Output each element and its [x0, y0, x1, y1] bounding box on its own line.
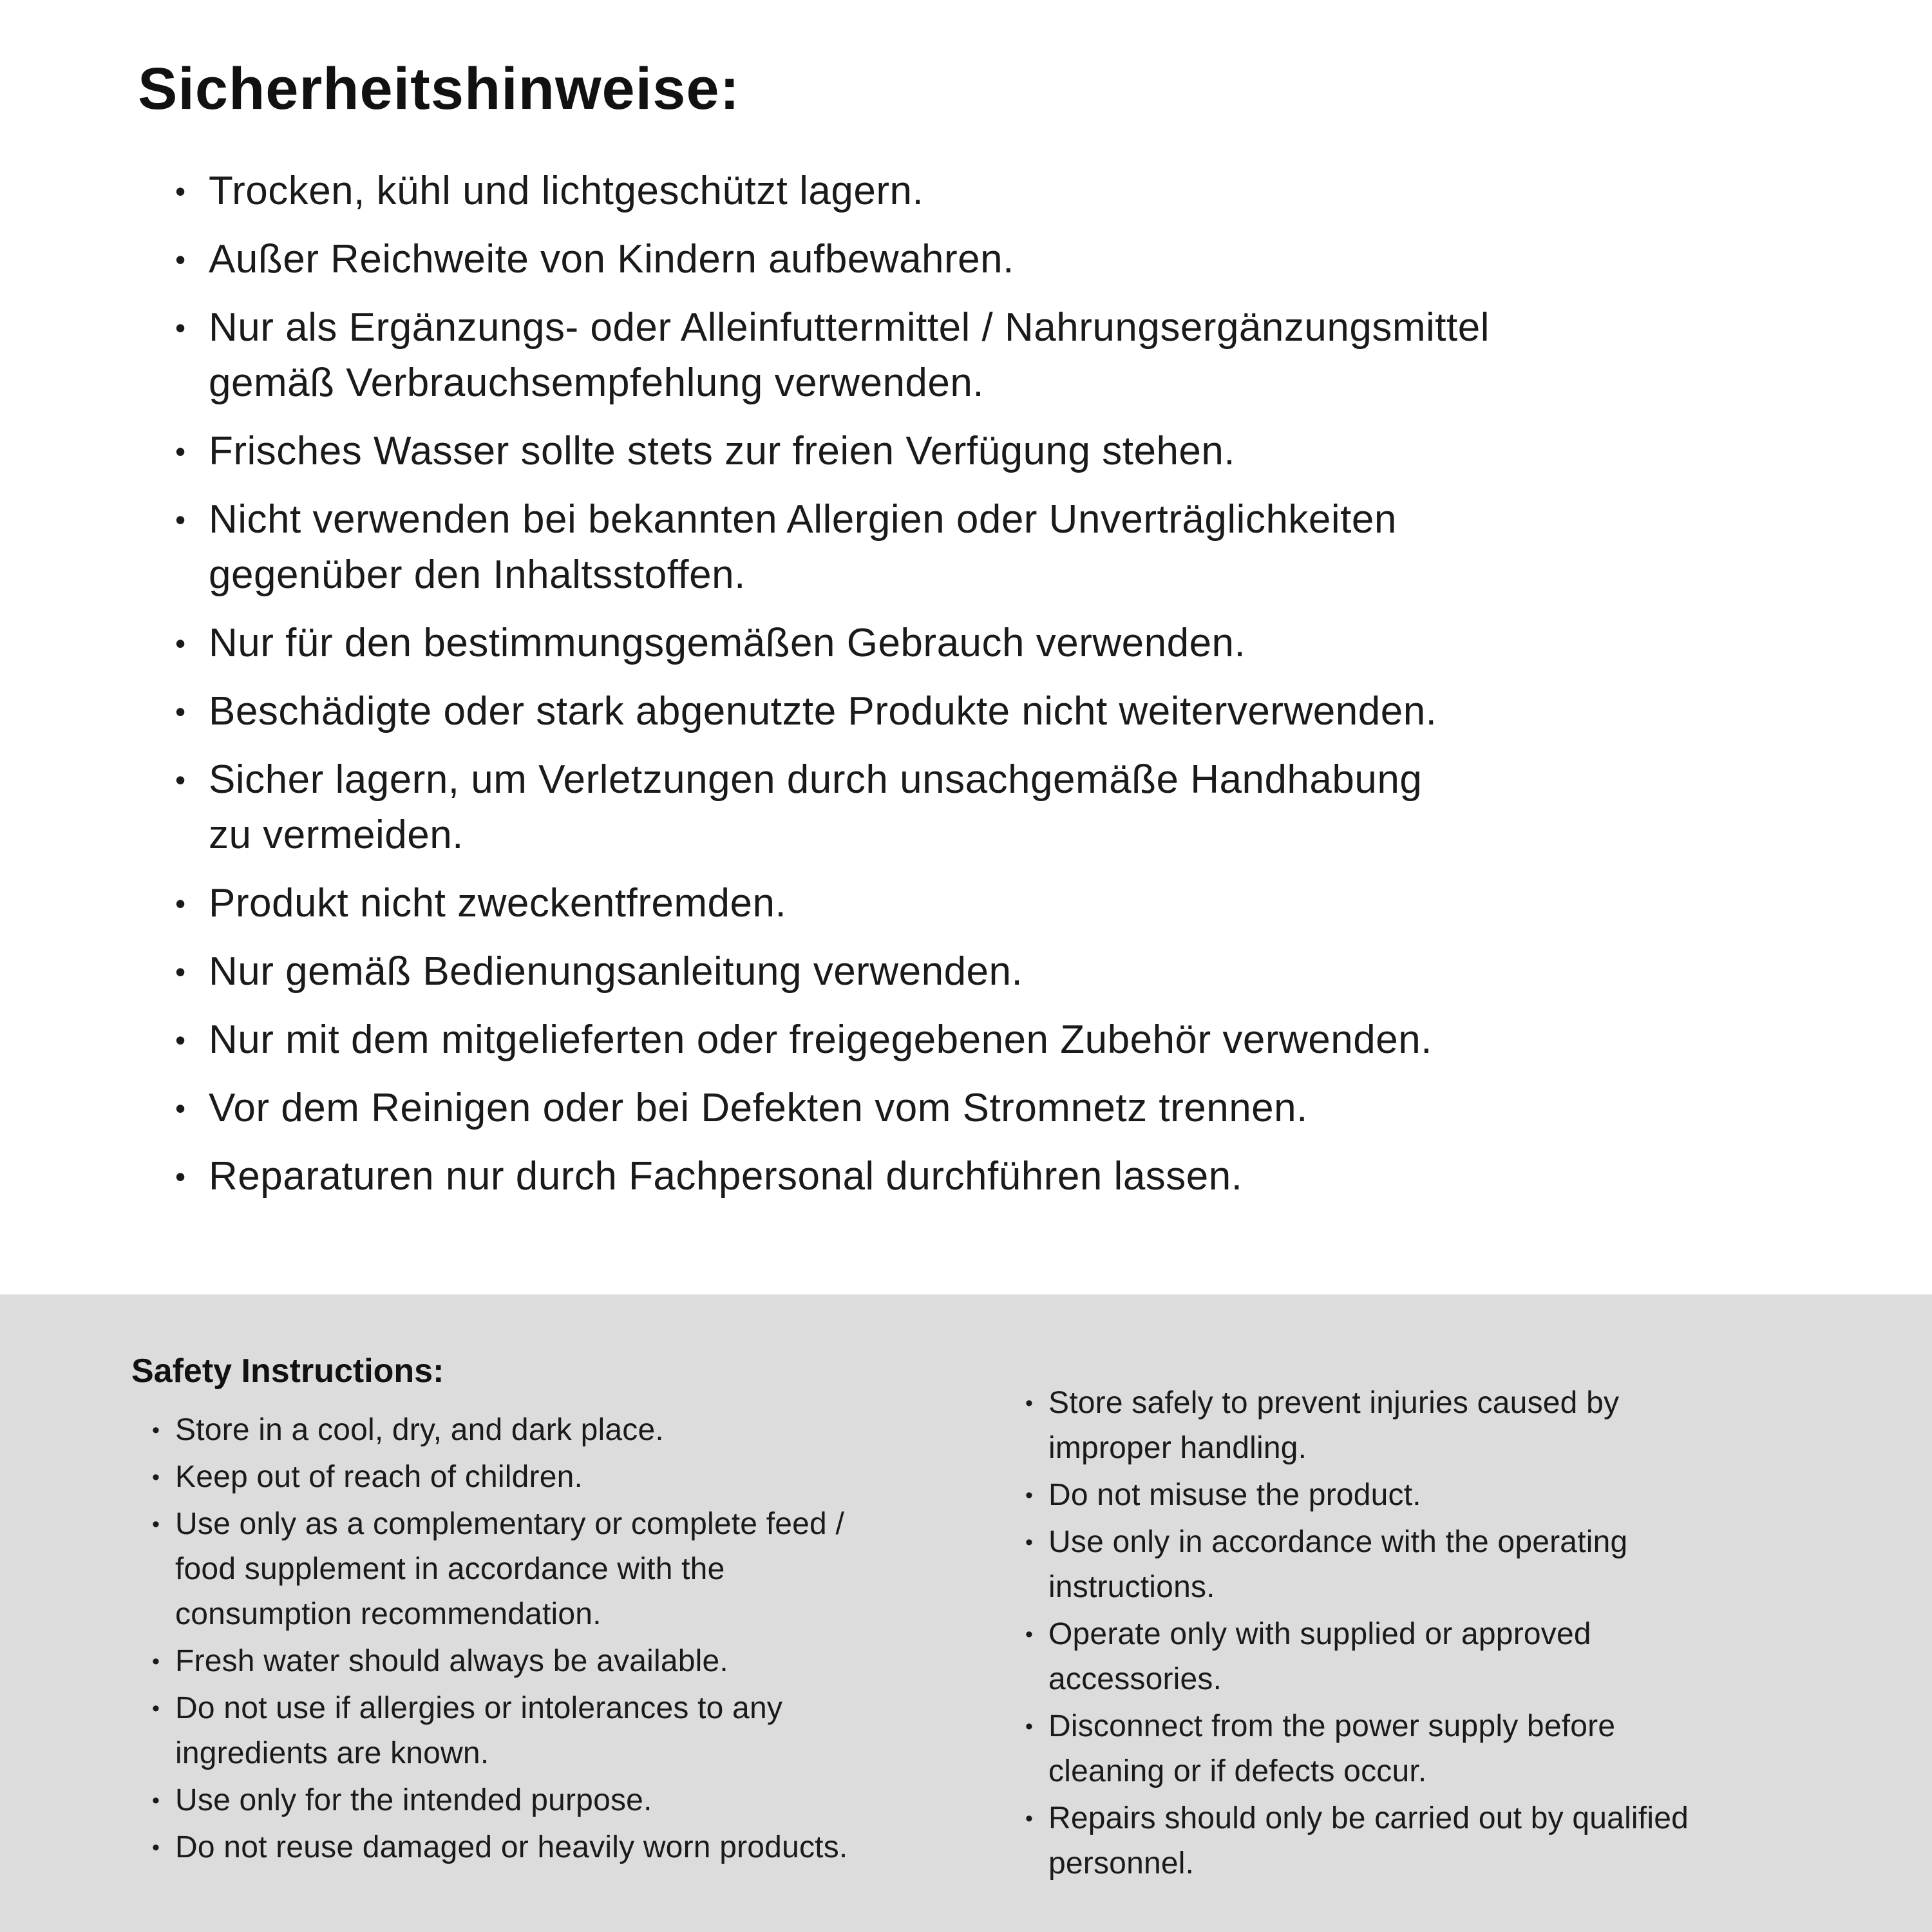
list-item: • Nur gemäß Bedienungsanleitung verwenden.	[209, 944, 1868, 999]
list-item: • Frisches Wasser sollte stets zur freien Verfügung stehen.	[209, 424, 1868, 479]
list-item: • Do not misuse the product.	[1048, 1473, 1874, 1518]
list-item: • Nur mit dem mitgelieferten oder freigegebenen Zubehör verwenden.	[209, 1012, 1868, 1068]
list-item: • Trocken, kühl und lichtgeschützt lagern.	[209, 164, 1868, 219]
list-item: • Beschädigte oder stark abgenutzte Produkte nicht weiterverwenden.	[209, 684, 1868, 739]
list-item: • Produkt nicht zweckentfremden.	[209, 876, 1868, 931]
list-item: • Außer Reichweite von Kindern aufbewahren.	[209, 232, 1868, 287]
list-item: • Disconnect from the power supply before cleaning or if defects occur.	[1048, 1704, 1874, 1794]
german-heading: Sicherheitshinweise:	[138, 56, 741, 122]
list-item: • Fresh water should always be available.	[175, 1639, 1027, 1684]
english-section	[0, 1294, 1932, 1932]
german-instructions-list	[138, 164, 1868, 1204]
list-item: • Sicher lagern, um Verletzungen durch unsachgemäße Handhabung zu vermeiden.	[209, 752, 1868, 863]
english-heading: Safety Instructions:	[131, 1352, 444, 1390]
english-right-column	[1027, 1381, 1874, 1886]
list-item: • Store in a cool, dry, and dark place.	[175, 1408, 1027, 1453]
list-item: • Store safely to prevent injuries caused by improper handling.	[1048, 1381, 1874, 1471]
list-item: • Reparaturen nur durch Fachpersonal durchführen lassen.	[209, 1149, 1868, 1204]
list-item: • Vor dem Reinigen oder bei Defekten vom Stromnetz trennen.	[209, 1081, 1868, 1136]
list-item: • Use only as a complementary or complete feed / food supplement in accordance with the consumption recommendation.	[175, 1502, 1027, 1637]
list-item: • Operate only with supplied or approved accessories.	[1048, 1612, 1874, 1702]
list-item: • Keep out of reach of children.	[175, 1455, 1027, 1500]
list-item: • Nur für den bestimmungsgemäßen Gebrauch verwenden.	[209, 616, 1868, 671]
list-item: • Do not reuse damaged or heavily worn products.	[175, 1825, 1027, 1870]
list-item: • Nur als Ergänzungs- oder Alleinfuttermittel / Nahrungsergänzungsmittel gemäß Verbrauchsempfehlung verwenden.	[209, 300, 1868, 411]
list-item: • Nicht verwenden bei bekannten Allergien oder Unverträglichkeiten gegenüber den Inhaltsstoffen.	[209, 492, 1868, 603]
list-item: • Use only in accordance with the operating instructions.	[1048, 1520, 1874, 1610]
list-item: • Do not use if allergies or intolerances to any ingredients are known.	[175, 1686, 1027, 1776]
list-item: • Use only for the intended purpose.	[175, 1778, 1027, 1823]
list-item: • Repairs should only be carried out by qualified personnel.	[1048, 1796, 1874, 1886]
english-instructions-list-left	[131, 1408, 1027, 1870]
english-left-column	[131, 1351, 1027, 1870]
english-instructions-list-right	[1027, 1381, 1874, 1886]
